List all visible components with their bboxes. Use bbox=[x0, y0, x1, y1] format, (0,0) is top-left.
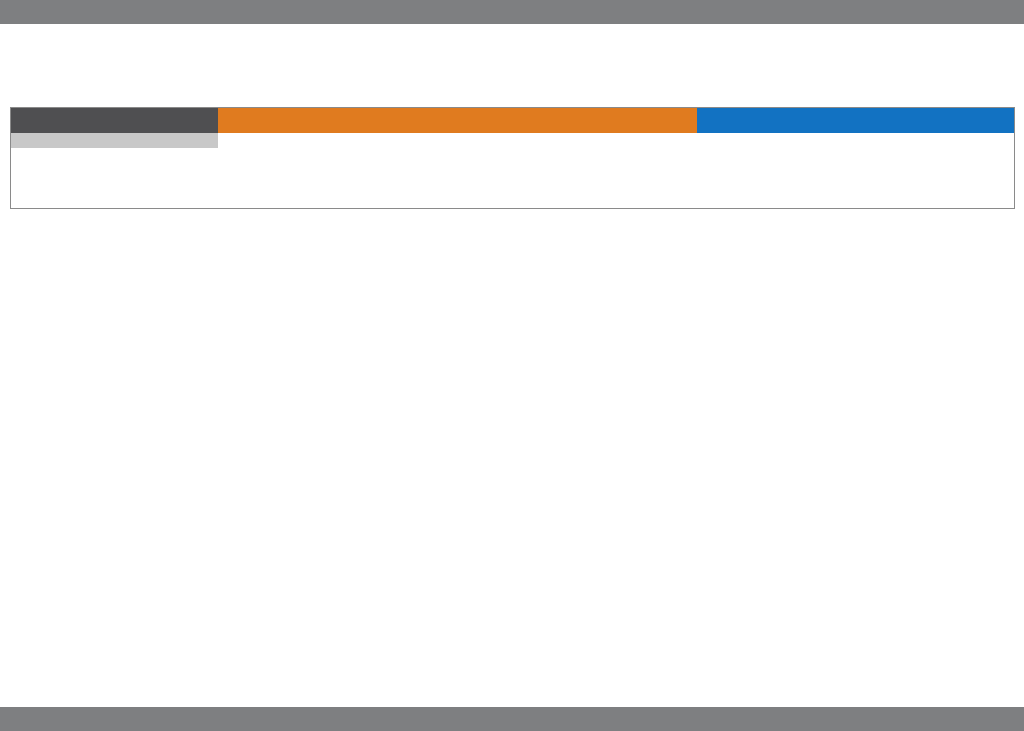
top-bar bbox=[0, 0, 1024, 24]
bottom-bar bbox=[0, 707, 1024, 731]
colour-table-border bbox=[10, 107, 1015, 209]
